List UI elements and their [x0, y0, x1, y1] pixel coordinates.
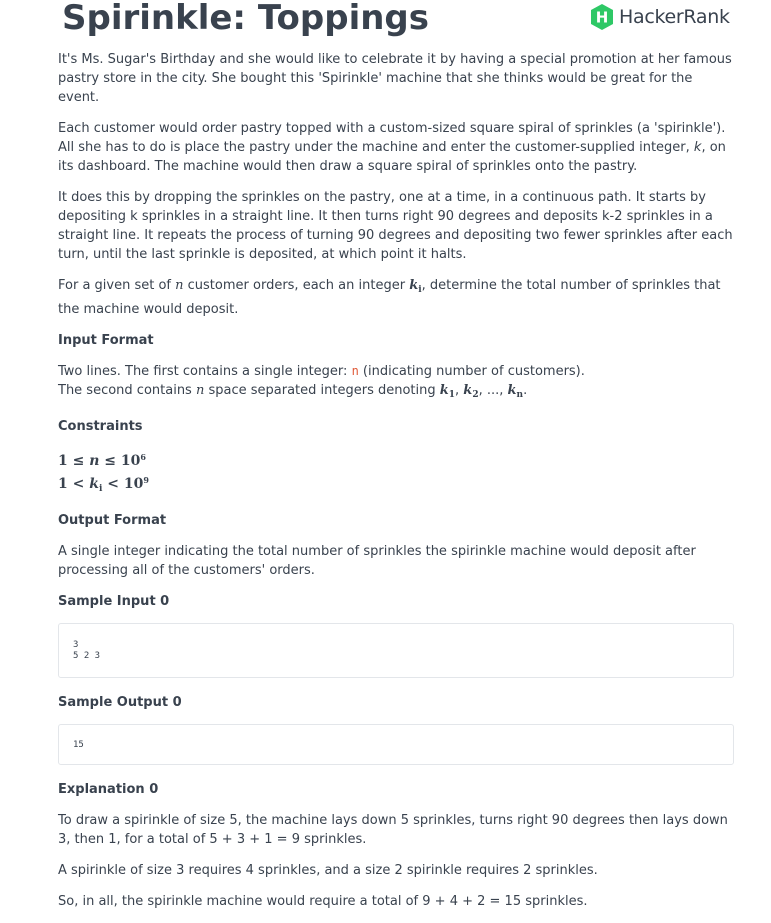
constraints-list: [58, 448, 734, 499]
problem-statement: [58, 50, 734, 923]
explanation-paragraph: A spirinkle of size 3 requires 4 sprinkles, and a size 2 spirinkle requires 2 sprinkles.: [58, 863, 598, 878]
svg-text:H: H: [595, 8, 609, 27]
code-line: 3: [73, 640, 79, 650]
code-line: 5 2 3: [73, 651, 101, 661]
input-format-heading: Input Format: [58, 333, 154, 348]
explanation-heading: Explanation 0: [58, 782, 159, 797]
hackerrank-badge-icon: [589, 3, 615, 31]
code-line: 15: [73, 740, 84, 750]
constraints-heading: Constraints: [58, 419, 143, 434]
sample-input-heading: Sample Input 0: [58, 594, 170, 609]
task-paragraph: For a given set of n customer orders, each an integer $k_i$, determine the total number of sprinkles that the machine would deposit.: [58, 278, 721, 317]
explanation-paragraph: So, in all, the spirinkle machine would require a total of 9 + 4 + 2 = 15 sprinkles.: [58, 894, 588, 909]
page-title: Spirinkle: Toppings: [62, 0, 430, 38]
constraint-k: $1 < k_i < 10^9$: [58, 475, 149, 494]
intro-paragraph: It's Ms. Sugar's Birthday and she would like to celebrate it by having a special promotion at her famous pastry store in the city. She bought this 'Spirinkle' machine that she thinks would be great for the event.: [58, 52, 732, 105]
hackerrank-logo[interactable]: [589, 3, 730, 31]
constraint-n: $1 \le n \le 10^6$: [58, 452, 146, 469]
output-format-text: A single integer indicating the total number of sprinkles the spirinkle machine would deposit after processing all of the customers' orders.: [58, 544, 696, 578]
explanation-paragraph: To draw a spirinkle of size 5, the machine lays down 5 sprinkles, turns right 90 degrees then lays down 3, then 1, for a total of 5 + 3 + 1 = 9 sprinkles.: [58, 813, 728, 847]
input-format-text: Two lines. The first contains a single integer: n (indicating number of customers). The second contains n space separated integers denoting $k_1$, $k_2$, ..., $k_n$.: [58, 364, 585, 400]
sample-output-heading: Sample Output 0: [58, 695, 182, 710]
output-format-heading: Output Format: [58, 513, 167, 528]
hackerrank-logo-text: HackerRank: [619, 6, 730, 28]
process-paragraph: It does this by dropping the sprinkles on the pastry, one at a time, in a continuous path. It starts by depositing k sprinkles in a straight line. It then turns right 90 degrees and deposits k-2 sprinkles in a straight line. It repeats the process of turning 90 degrees and depositing two fewer sprinkles after each turn, until the last sprinkle is deposited, at which point it halts.: [58, 190, 733, 262]
sample-input-block[interactable]: [58, 623, 734, 678]
sample-output-block[interactable]: [58, 724, 734, 765]
machine-paragraph: Each customer would order pastry topped with a custom-sized square spiral of sprinkles (a 'spirinkle'). All she has to do is place the pastry under the machine and enter the customer-supplied integer, k, on its dashboard. The machine would then draw a square spiral of sprinkles onto the pastry.: [58, 121, 726, 174]
